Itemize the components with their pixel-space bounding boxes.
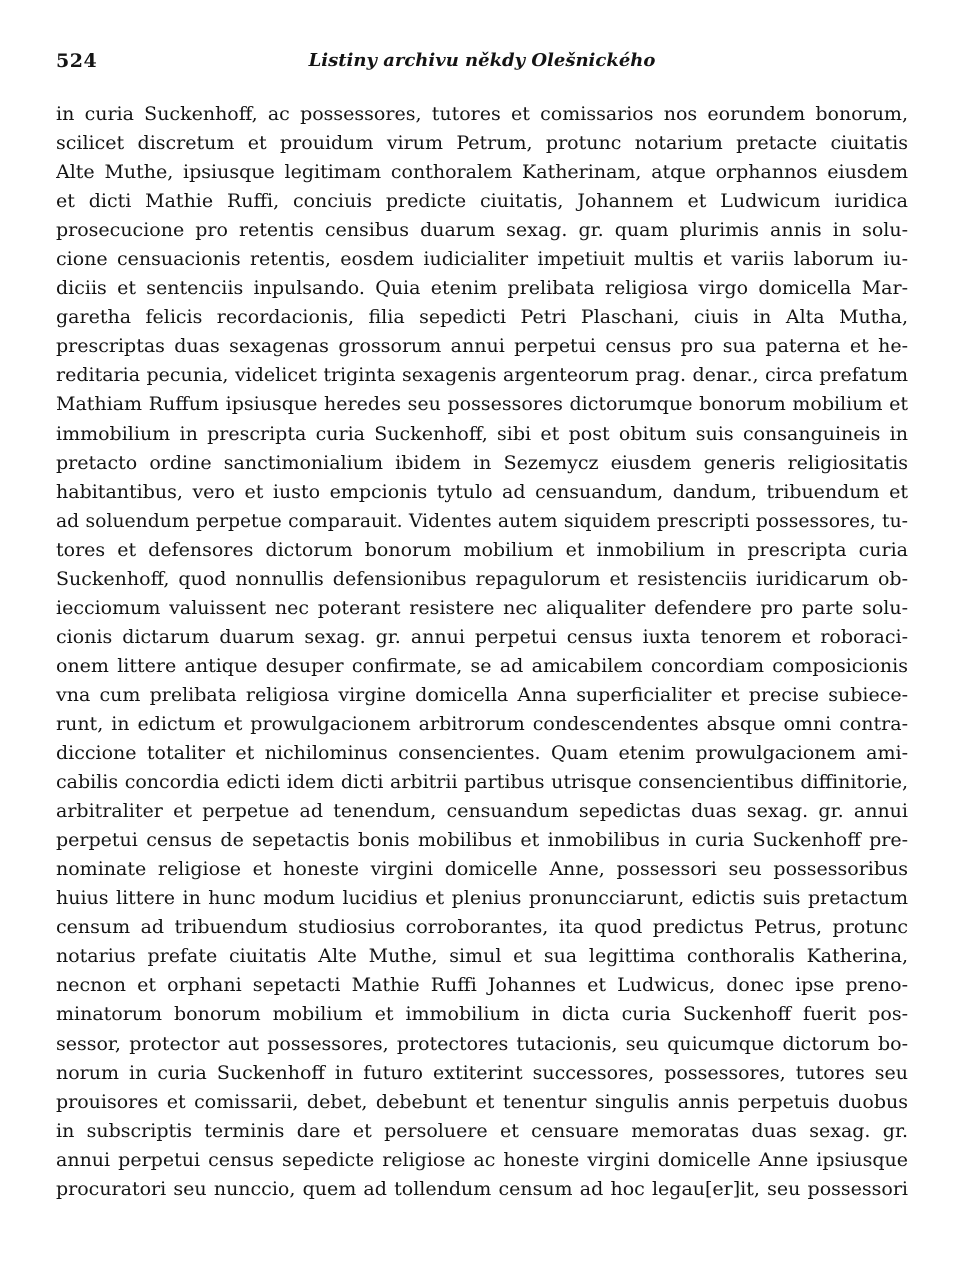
text-line: scilicet discretum et prouidum virum Petrum, protunc notarium pretacte ciuitatis [56, 132, 908, 155]
page-number: 524 [56, 50, 98, 72]
body-text [56, 100, 908, 1204]
text-line: censum ad tribuendum studiosius corroborantes, ita quod predictus Petrus, protunc [56, 916, 908, 939]
text-line: procuratori seu nunccio, quem ad tollendum censum ad hoc legau[er]it, seu possessori [56, 1177, 908, 1200]
text-line: arbitraliter et perpetue ad tenendum, censuandum sepedictas duas sexag. gr. annui [56, 800, 908, 823]
running-title: Listiny archivu někdy Olešnického [308, 50, 656, 71]
text-line: et dicti Mathie Ruffi, conciuis predicte ciuitatis, Johannem et Ludwicum iuridica [56, 190, 908, 213]
text-line: vna cum prelibata religiosa virgine domicella Anna superficialiter et precise subiece- [56, 683, 908, 706]
text-line: prouisores et comissarii, debet, debebunt et tenentur singulis annis perpetuis duobus [56, 1090, 908, 1113]
text-line: prescriptas duas sexagenas grossorum annui perpetui census pro sua paterna et he- [56, 335, 908, 358]
text-line: pretacto ordine sanctimonialium ibidem in Sezemycz eiusdem generis religiositatis [56, 451, 908, 474]
text-line: norum in curia Suckenhoff in futuro extiterint successores, possessores, tutores seu [56, 1061, 908, 1084]
text-line: Mathiam Ruffum ipsiusque heredes seu possessores dictorumque bonorum mobilium et [56, 393, 908, 416]
text-line: necnon et orphani sepetacti Mathie Ruffi Johannes et Ludwicus, donec ipse preno- [56, 974, 908, 997]
text-line: annui perpetui census sepedicte religiose ac honeste virgini domicelle Anne ipsiusque [56, 1148, 908, 1171]
text-line: diccione totaliter et nichilominus consencientes. Quam etenim prowulgacionem ami- [56, 742, 908, 765]
text-line: cabilis concordia edicti idem dicti arbitrii partibus utrisque consencientibus diffinitorie, [56, 771, 908, 794]
text-line: notarius prefate ciuitatis Alte Muthe, simul et sua legittima conthoralis Katherina, [56, 945, 908, 968]
text-line: huius littere in hunc modum lucidius et plenius pronuncciarunt, edictis suis pretactum [56, 887, 908, 910]
text-line: immobilium in prescripta curia Suckenhoff, sibi et post obitum suis consanguineis in [56, 422, 908, 445]
text-line: perpetui census de sepetactis bonis mobilibus et inmobilibus in curia Suckenhoff pre- [56, 829, 908, 852]
page-header [56, 50, 908, 80]
text-line: prosecucione pro retentis censibus duarum sexag. gr. quam plurimis annis in solu- [56, 219, 908, 242]
text-line: iecciomum valuissent nec poterant resistere nec aliqualiter defendere pro parte solu- [56, 596, 908, 619]
text-line: habitantibus, vero et iusto empcionis tytulo ad censuandum, dandum, tribuendum et [56, 480, 908, 503]
text-line: Suckenhoff, quod nonnullis defensionibus repagulorum et resistenciis iuridicarum ob- [56, 567, 908, 590]
text-line: cione censuacionis retentis, eosdem iudicialiter impetiuit multis et variis laborum iu- [56, 248, 908, 271]
text-line: minatorum bonorum mobilium et immobilium in dicta curia Suckenhoff fuerit pos- [56, 1003, 908, 1026]
text-line: Alte Muthe, ipsiusque legitimam conthoralem Katherinam, atque orphannos eiusdem [56, 161, 908, 184]
text-line: ad soluendum perpetue comparauit. Videntes autem siquidem prescripti possessores, tu- [56, 510, 908, 532]
text-line: tores et defensores dictorum bonorum mobilium et inmobilium in prescripta curia [56, 538, 908, 561]
text-line: cionis dictarum duarum sexag. gr. annui perpetui census iuxta tenorem et roboraci- [56, 625, 908, 648]
text-line: in subscriptis terminis dare et persoluere et censuare memoratas duas sexag. gr. [56, 1119, 908, 1142]
text-line: nominate religiose et honeste virgini domicelle Anne, possessori seu possessoribus [56, 858, 908, 881]
text-line: diciis et sentenciis inpulsando. Quia etenim prelibata religiosa virgo domicella Mar- [56, 277, 908, 300]
text-line: onem littere antique desuper confirmate, se ad amicabilem concordiam composicionis [56, 654, 908, 677]
text-line: in curia Suckenhoff, ac possessores, tutores et comissarios nos eorundem bonorum, [56, 103, 908, 125]
text-line: runt, in edictum et prowulgacionem arbitrorum condescendentes absque omni contra- [56, 712, 908, 735]
text-line: garetha felicis recordacionis, filia sepedicti Petri Plaschani, ciuis in Alta Mutha, [56, 306, 908, 329]
text-line: sessor, protector aut possessores, protectores tutacionis, seu quicumque dictorum bo- [56, 1032, 908, 1055]
text-line: reditaria pecunia, videlicet triginta sexagenis argenteorum prag. denar., circa prefatum [56, 364, 908, 387]
